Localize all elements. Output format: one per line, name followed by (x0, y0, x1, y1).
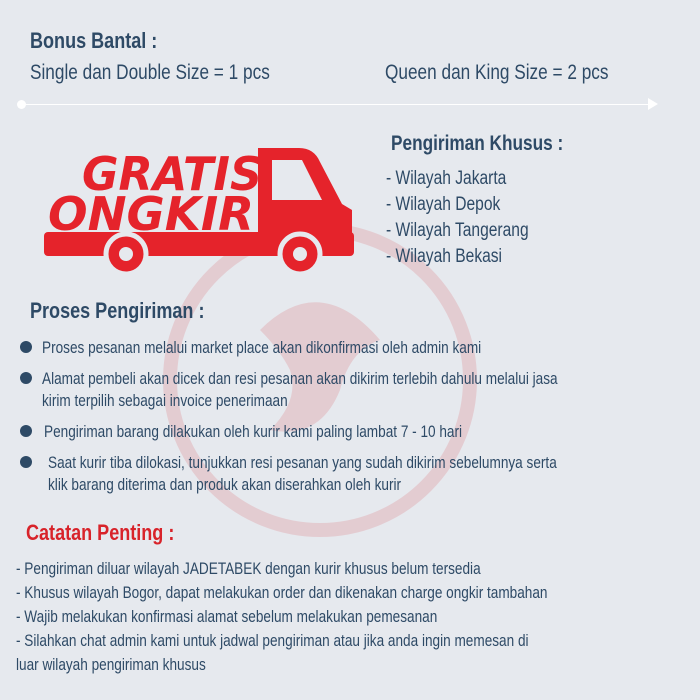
catatan-title: Catatan Penting : (26, 520, 175, 545)
logo-line1-text: GRATIS (82, 147, 262, 201)
catatan-item: - Wajib melakukan konfirmasi alamat sebelum melakukan pemesanan (16, 607, 438, 626)
catatan-item: luar wilayah pengiriman khusus (16, 655, 206, 674)
divider-dot (17, 100, 26, 109)
bonus-single-text: Single dan Double Size = 1 pcs (30, 61, 270, 84)
bullet-icon (20, 372, 32, 384)
gratis-ongkir-truck-logo (44, 140, 364, 280)
proses-item: Alamat pembeli akan dicek dan resi pesanan akan dikirim terlebih dahulu melalui jasa kirim terpilih sebagai invoice penerimaan (20, 368, 690, 414)
catatan-item: - Silahkan chat admin kami untuk jadwal pengiriman atau jika anda ingin memesan di (16, 631, 529, 650)
khusus-title: Pengiriman Khusus : (391, 132, 564, 155)
khusus-item: - Wilayah Bekasi (386, 246, 503, 267)
catatan-list (16, 557, 680, 677)
logo-line2-text: ONGKIR (48, 187, 255, 241)
bonus-title: Bonus Bantal : (30, 28, 158, 53)
bullet-icon (20, 456, 32, 468)
proses-item: Proses pesanan melalui market place akan dikonfirmasi oleh admin kami (20, 337, 690, 359)
catatan-item: - Pengiriman diluar wilayah JADETABEK dengan kurir khusus belum tersedia (16, 559, 481, 578)
khusus-item: - Wilayah Jakarta (386, 168, 507, 189)
bullet-icon (20, 425, 32, 437)
bonus-queen-text: Queen dan King Size = 2 pcs (385, 61, 609, 84)
divider-line (22, 104, 652, 105)
divider-arrow-icon (648, 98, 658, 110)
proses-item: Saat kurir tiba dilokasi, tunjukkan resi pesanan yang sudah dikirim sebelumnya serta klik barang diterima dan produk akan diserahkan oleh kurir (20, 452, 690, 498)
bullet-icon (20, 341, 32, 353)
proses-title: Proses Pengiriman : (30, 298, 205, 323)
khusus-list (386, 166, 560, 270)
khusus-item: - Wilayah Tangerang (386, 220, 529, 241)
proses-item: Pengiriman barang dilakukan oleh kurir kami paling lambat 7 - 10 hari (20, 421, 690, 443)
khusus-item: - Wilayah Depok (386, 194, 501, 215)
catatan-item: - Khusus wilayah Bogor, dapat melakukan order dan dikenakan charge ongkir tambahan (16, 583, 548, 602)
